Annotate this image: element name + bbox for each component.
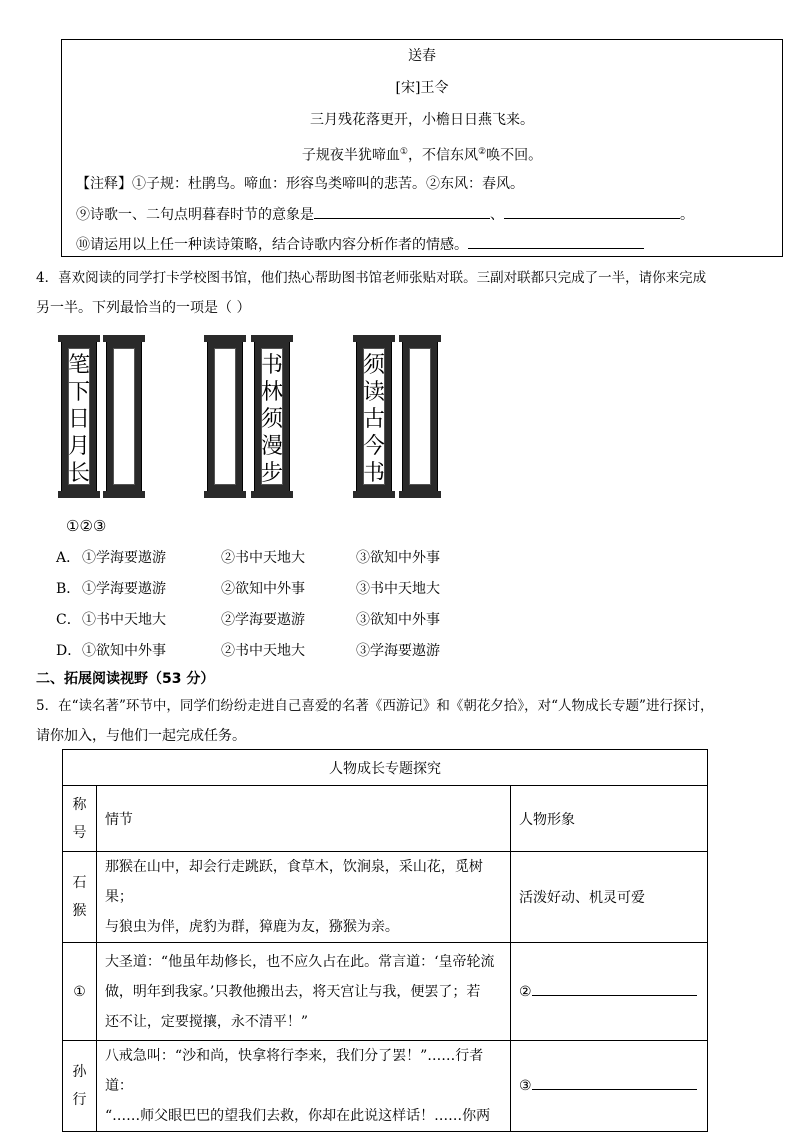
option-choice: ②书中天地大 bbox=[221, 643, 305, 659]
table-title: 人物成长专题探究 bbox=[63, 750, 708, 786]
question-9-text: ⑨诗歌一、二句点明暮春时节的意象是 bbox=[76, 207, 314, 223]
row-name-char: 猴 bbox=[72, 903, 87, 919]
option-choice: ③书中天地大 bbox=[356, 581, 440, 597]
plot-line: 做，明年到我家。’只教他搬出去，将天宫让与我，便罢了；若 bbox=[104, 983, 481, 1000]
header-name-1: 称 bbox=[72, 796, 87, 813]
option-choice: ①学海要遨游 bbox=[82, 581, 166, 597]
row-plot bbox=[96, 943, 510, 1041]
answer-blank-2[interactable] bbox=[532, 995, 697, 996]
row-plot bbox=[96, 1041, 510, 1132]
couplet-text-2: 书 林 须 漫 步 bbox=[260, 353, 283, 486]
poem-line-1: 三月残花落更开，小檐日日燕飞来。 bbox=[310, 112, 534, 128]
option-b[interactable] bbox=[56, 580, 440, 598]
row-image-marker: ③ bbox=[519, 1078, 532, 1094]
character-growth-table bbox=[62, 749, 708, 1132]
row-image-marker: ② bbox=[519, 983, 532, 1000]
plot-line: 八戒急叫：“沙和尚，快拿将行李来，我们分了罢！”……行者道： bbox=[104, 1048, 484, 1094]
poem-notes: 【注释】①子规：杜鹃鸟。啼血：形容鸟类啼叫的悲苦。②东风：春风。 bbox=[76, 176, 524, 192]
header-image: 人物形象 bbox=[511, 786, 708, 852]
option-choice: ②学海要遨游 bbox=[221, 612, 305, 628]
question-10-text: ⑩请运用以上任一种读诗策略，结合诗歌内容分析作者的情感。 bbox=[76, 237, 468, 253]
answer-blank-9a[interactable] bbox=[314, 218, 490, 219]
row-name bbox=[63, 1041, 97, 1132]
poem-line-2-b: ，不信东风 bbox=[408, 147, 478, 164]
answer-blank-9b[interactable] bbox=[504, 218, 680, 219]
option-letter: B． bbox=[56, 581, 81, 597]
option-letter: C． bbox=[56, 612, 81, 628]
row-name-char: 行 bbox=[72, 1092, 87, 1108]
option-choice: ①书中天地大 bbox=[82, 612, 166, 628]
plot-line: “……师父眼巴巴的望我们去救，你却在此说这样话！……你两 bbox=[104, 1108, 491, 1124]
option-choice: ①欲知中外事 bbox=[82, 643, 166, 659]
option-choice: ②欲知中外事 bbox=[221, 581, 305, 597]
option-choice: ③欲知中外事 bbox=[356, 550, 440, 566]
question-9 bbox=[76, 206, 694, 224]
option-letter: A． bbox=[56, 550, 81, 566]
option-choice: ③学海要遨游 bbox=[356, 643, 440, 659]
plot-line: 大圣道：“他虽年劫修长，也不应久占在此。常言道：‘皇帝轮流 bbox=[104, 953, 495, 970]
table-row bbox=[63, 943, 708, 1041]
answer-blank-10[interactable] bbox=[468, 248, 644, 249]
couplet-text-3: 须 读 古 今 书 bbox=[362, 353, 385, 486]
question-4-line-2: 另一半。下列最恰当的一项是（ ） bbox=[36, 300, 251, 316]
option-c[interactable] bbox=[56, 611, 440, 629]
row-image: 活泼好动、机灵可爱 bbox=[511, 852, 708, 943]
footnote-marker-2: ② bbox=[478, 147, 487, 157]
couplet-scroll-1-left bbox=[61, 339, 97, 494]
couplet-scroll-2-left-blank bbox=[207, 339, 243, 494]
poem-line-2-a: 子规夜半犹啼血 bbox=[301, 147, 400, 164]
table-row bbox=[63, 1041, 708, 1132]
option-d[interactable] bbox=[56, 642, 440, 660]
question-4-line-1: 4．喜欢阅读的同学打卡学校图书馆，他们热心帮助图书馆老师张贴对联。三副对联都只完成了一半，请你来完成 bbox=[36, 270, 707, 286]
couplet-scroll-3-right-blank bbox=[402, 339, 438, 494]
row-image bbox=[511, 1041, 708, 1132]
option-choice: ①学海要遨游 bbox=[82, 550, 166, 566]
poem-line-2 bbox=[61, 143, 783, 165]
question-10 bbox=[76, 236, 644, 254]
option-choice: ②书中天地大 bbox=[221, 550, 305, 566]
question-9-end: 。 bbox=[680, 207, 694, 223]
header-name-2: 号 bbox=[72, 824, 87, 841]
scroll-marks: ①②③ bbox=[66, 517, 107, 535]
row-name-char: 孙 bbox=[72, 1064, 87, 1080]
row-name bbox=[63, 852, 97, 943]
question-9-sep: 、 bbox=[490, 207, 504, 223]
poem-author: [宋]王令 bbox=[395, 80, 449, 96]
row-name-char: 石 bbox=[72, 875, 87, 891]
row-plot bbox=[96, 852, 510, 943]
plot-line: 还不让，定要搅攘，永不清平！” bbox=[104, 1013, 309, 1030]
section-2-heading: 二、拓展阅读视野（53 分） bbox=[36, 671, 215, 687]
plot-line: 那猴在山中，却会行走跳跃，食草木，饮涧泉，采山花，觅树果； bbox=[104, 859, 483, 905]
row-name: ① bbox=[63, 943, 97, 1041]
option-letter: D． bbox=[56, 643, 82, 659]
poem-title: 送春 bbox=[408, 48, 436, 64]
couplet-scroll-3-left bbox=[356, 339, 392, 494]
answer-blank-3[interactable] bbox=[532, 1089, 697, 1090]
plot-line: 与狼虫为伴，虎豹为群，獐鹿为友，猕猴为亲。 bbox=[104, 919, 399, 935]
question-5-line-2: 请你加入，与他们一起完成任务。 bbox=[36, 728, 246, 744]
couplet-text-1: 笔 下 日 月 长 bbox=[67, 353, 90, 486]
question-5-line-1: 5．在“读名著”环节中，同学们纷纷走进自己喜爱的名著《西游记》和《朝花夕拾》，对“人物成长专题”进行探讨， bbox=[36, 698, 714, 714]
header-plot: 情节 bbox=[96, 786, 510, 852]
option-a[interactable] bbox=[56, 549, 440, 567]
header-name bbox=[63, 786, 97, 852]
row-image bbox=[511, 943, 708, 1041]
couplet-scroll-1-right-blank bbox=[106, 339, 142, 494]
couplet-scroll-2-right bbox=[254, 339, 290, 494]
option-choice: ③欲知中外事 bbox=[356, 612, 440, 628]
footnote-marker-1: ① bbox=[399, 147, 408, 157]
table-row bbox=[63, 852, 708, 943]
poem-line-2-c: 唤不回。 bbox=[486, 147, 543, 164]
